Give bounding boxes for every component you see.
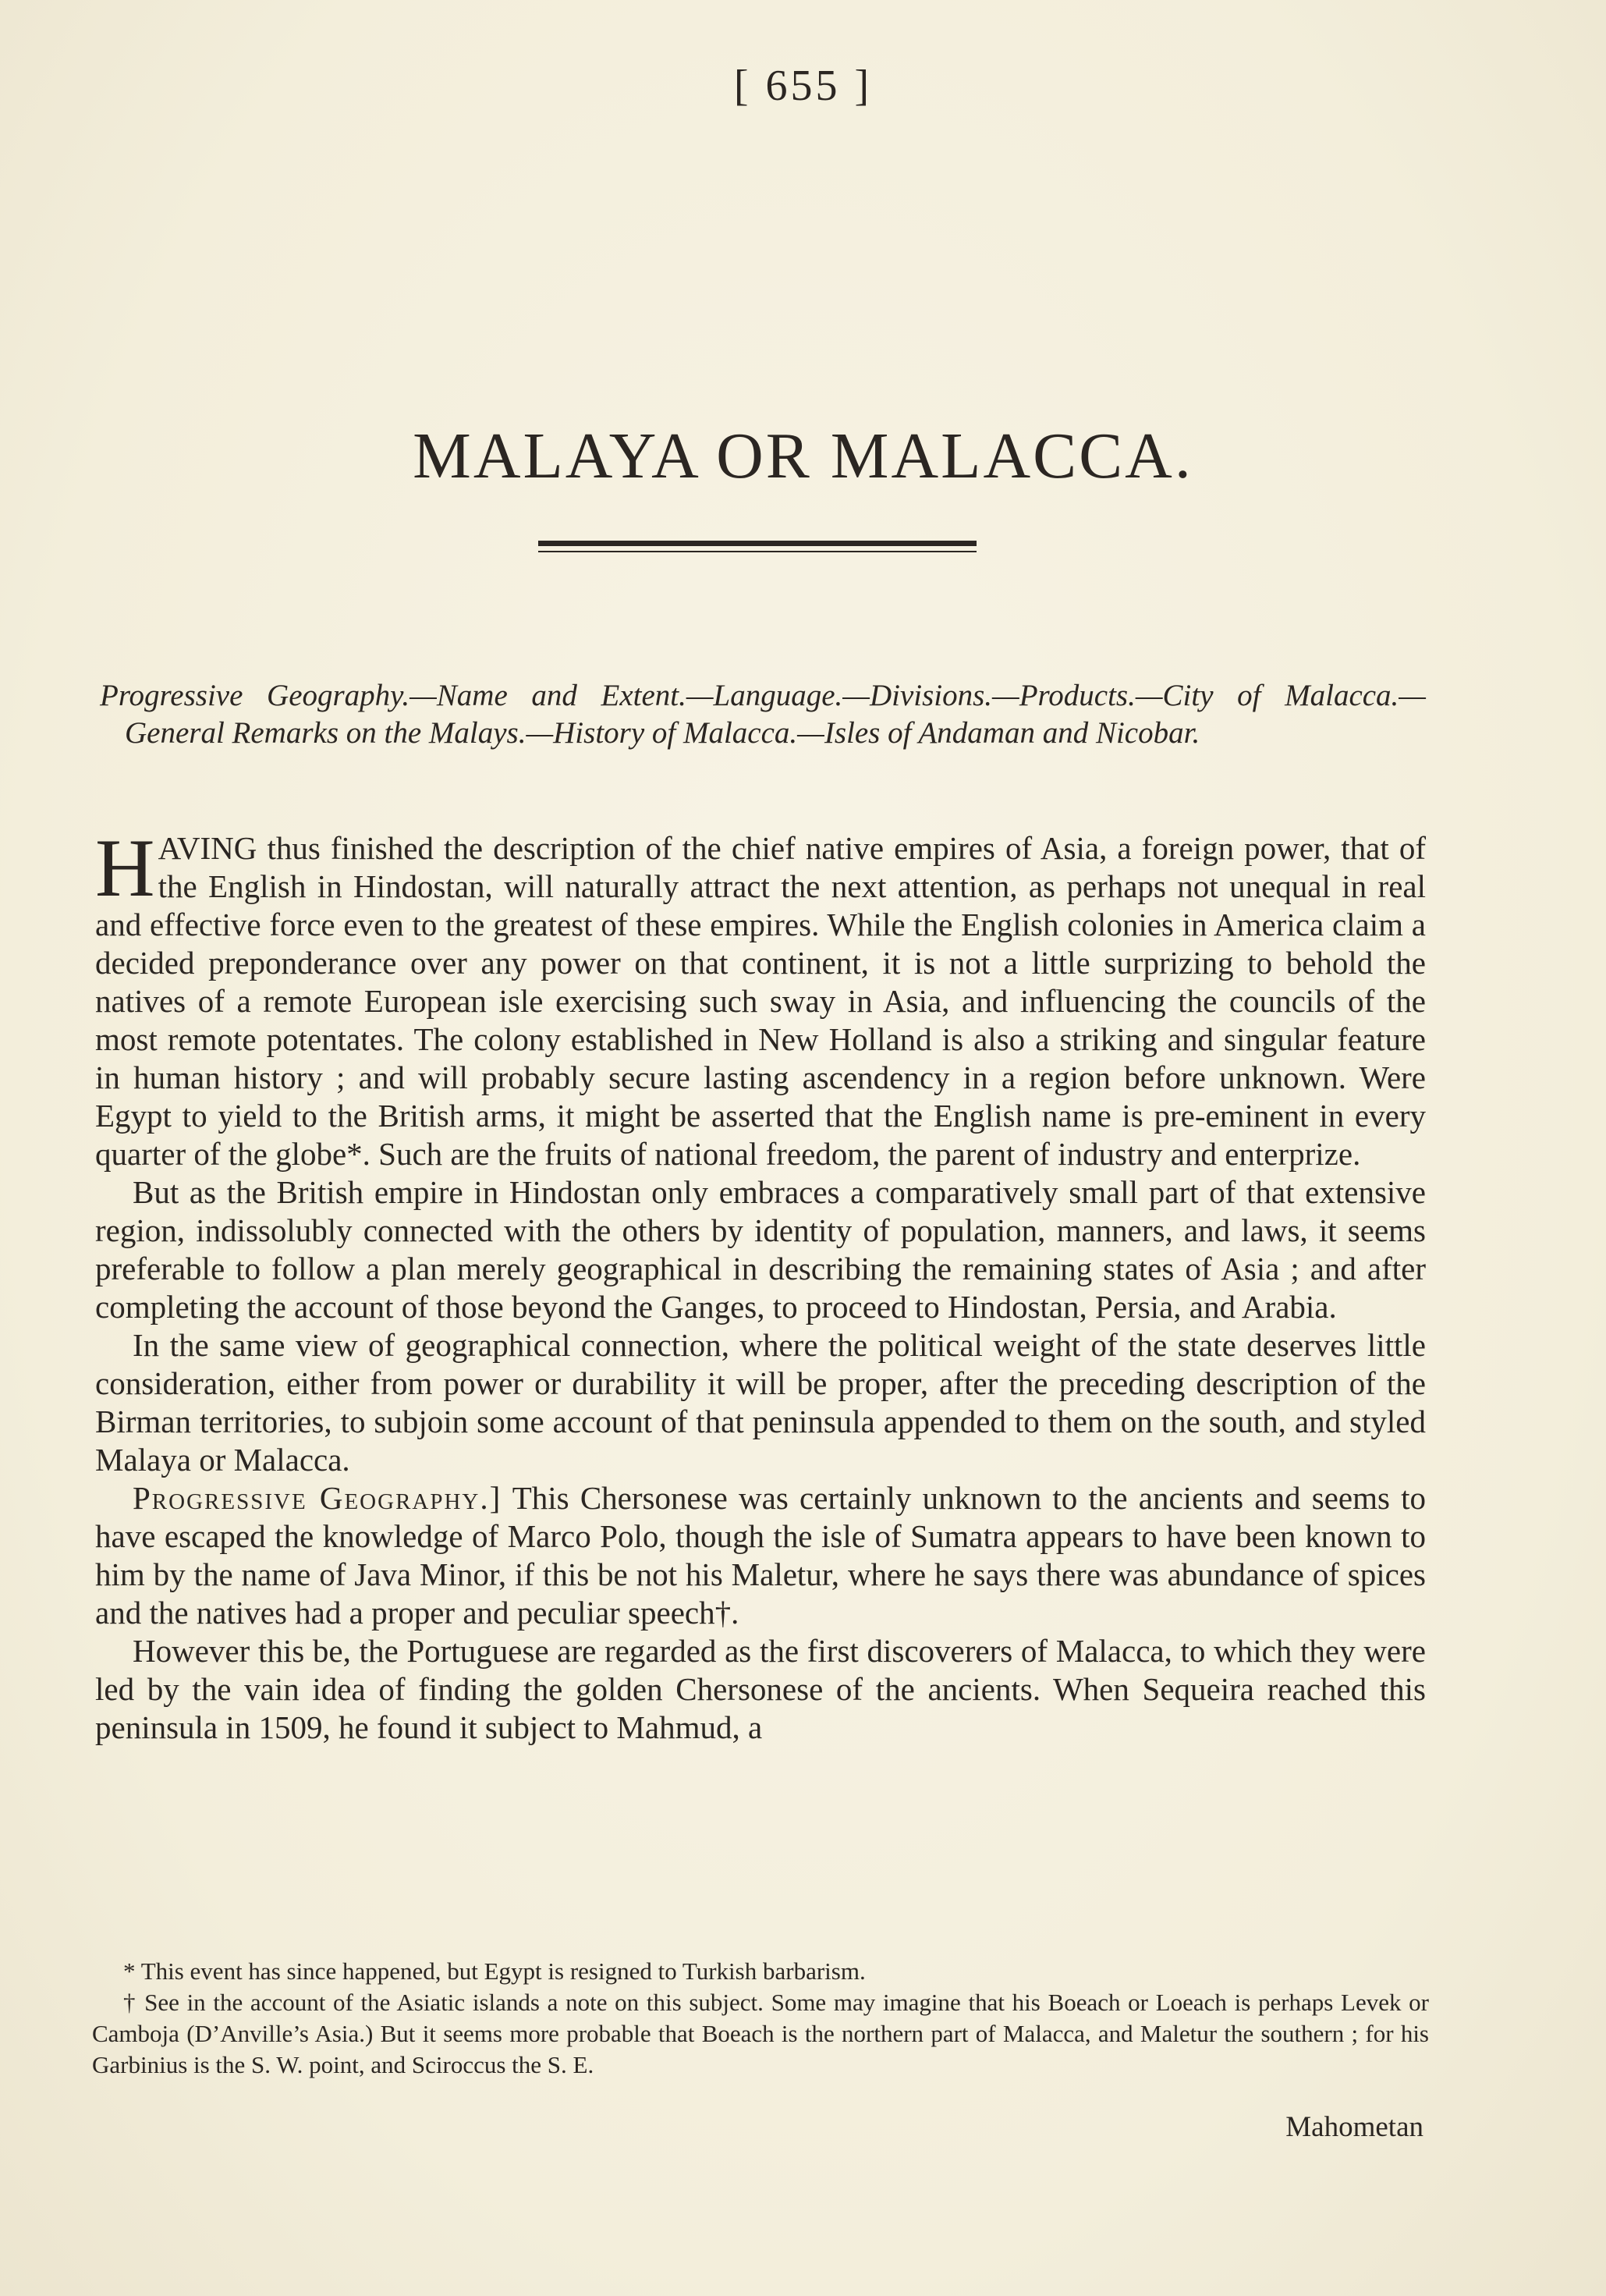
paragraph-4 [95,1479,1426,1632]
title-rule-thin [538,551,977,552]
paragraph-2: But as the British empire in Hindostan only embraces a comparatively small part of that extensive region, indissolubly connected with the others by identity of population, manners, and laws, it seems preferable to follow a plan merely geographical in describing the remaining states of Asia ; and after completing the account of those beyond the Ganges, to proceed to Hindostan, Persia, and Arabia. [95,1174,1426,1325]
footnotes [92,1956,1429,2081]
chapter-summary-text: Progressive Geography.—Name and Extent.—Language.—Divisions.—Products.—City of Malacca.—General Remarks on the Malays.—History of Malacca.—Isles of Andaman and Nicobar. [100,679,1426,750]
paragraph-4-text: This Chersonese was certainly unknown to the ancients and seems to have escaped the knowledge of Marco Polo, though the isle of Sumatra appears to have been known to him by the name of Java Minor, if this be not his Maletur, where he says there was abundance of spices and the natives had a proper and peculiar speech†. [95,1480,1427,1631]
paragraph-1-text: thus finished the description of the chief native empires of Asia, a foreign power, that of the English in Hindostan, will naturally attract the next attention, as perhaps not unequal in real and effective force even to the greatest of these empires. While the English colonies in America claim a decided preponderance over any power on that continent, it is not a little surprizing to behold the natives of a remote European isle exercising such sway in Asia, and influencing the councils of the most remote potentates. The colony established in New Holland is also a striking and singular feature in human history ; and will probably secure lasting ascendency in a region before unknown. Were Egypt to yield to the British arms, it might be asserted that the English name is pre-eminent in every quarter of the globe*. Such are the fruits of national freedom, the parent of industry and enterprize. [95,830,1426,1172]
paragraph-5: However this be, the Portuguese are regarded as the first discoverers of Malacca, to which they were led by the vain idea of finding the golden Chersonese of the ancients. When Sequeira reached this peninsula in 1509, he found it subject to Mahmud, a [95,1633,1426,1745]
title-rule-thick [538,541,977,546]
drop-cap: H [95,822,155,914]
paragraph-1 [95,822,1426,1173]
opening-caps: AVING [158,830,257,866]
chapter-title: MALAYA OR MALACCA. [413,420,1193,493]
page-number: [ 655 ] [733,62,873,110]
catchword: Mahometan [1285,2111,1423,2143]
chapter-summary [100,677,1426,752]
paragraph-3: In the same view of geographical connection, where the political weight of the state deserves little consideration, either from power or durability it will be proper, after the preceding description of the Birman territories, to subjoin some account of that peninsula appended to them on the south, and styled Malaya or Malacca. [95,1327,1426,1478]
section-heading: Progressive Geography.] [133,1480,502,1516]
footnote-2: † See in the account of the Asiatic islands a note on this subject. Some may imagine that his Boeach or Loeach is perhaps Levek or Camboja (D’Anville’s Asia.) But it seems more probable that Boeach is the northern part of Malacca, and Maletur the southern ; for his Garbinius is the S. W. point, and Sciroccus the S. E. [92,1989,1429,2078]
footnote-1: * This event has since happened, but Egypt is resigned to Turkish barbarism. [123,1957,866,1985]
body-text [95,822,1427,1747]
